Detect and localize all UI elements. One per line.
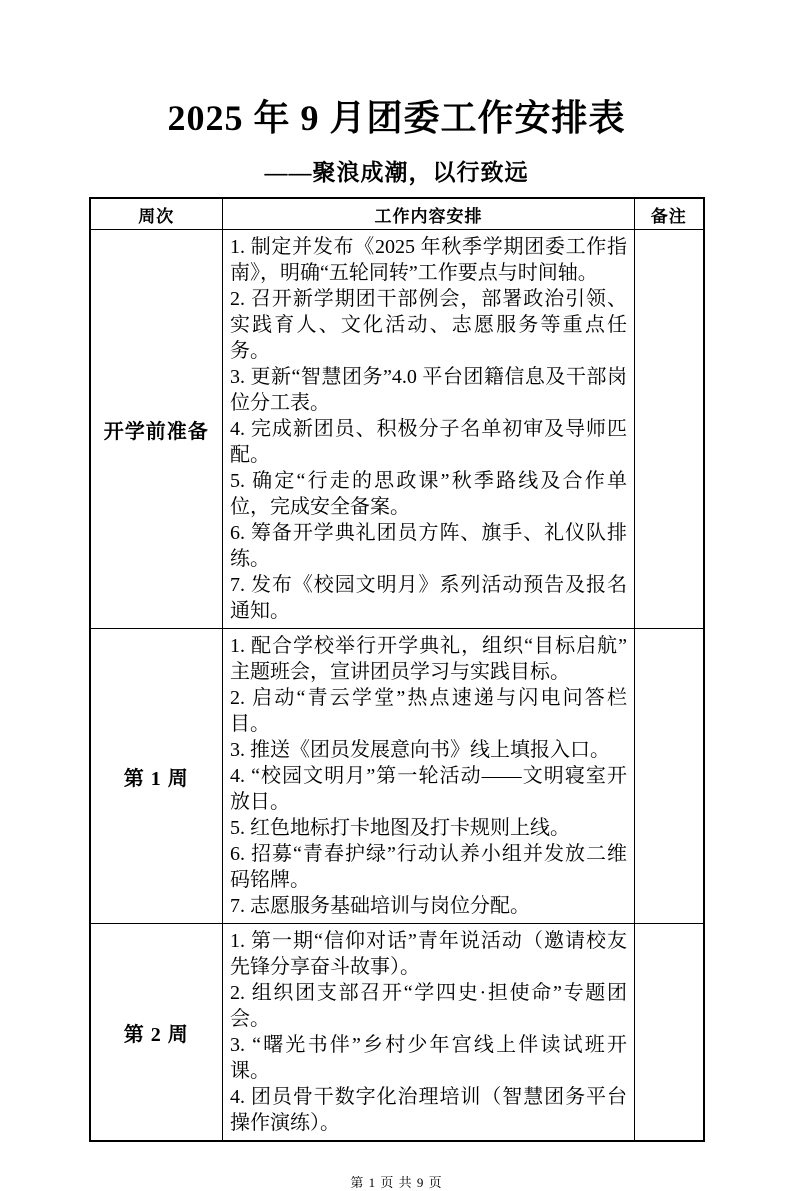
task-item: 1. 配合学校举行开学典礼，组织“目标启航”主题班会，宣讲团员学习与实践目标。 <box>230 635 627 683</box>
tasks-cell <box>223 629 635 924</box>
table-row <box>90 629 704 924</box>
week-label: 第 1 周 <box>90 629 223 924</box>
document-title: 2025 年 9 月团委工作安排表 <box>167 98 626 138</box>
task-item: 5. 确定“行走的思政课”秋季路线及合作单位，完成安全备案。 <box>230 470 627 518</box>
schedule-table <box>89 197 705 1142</box>
document-subtitle: ——聚浪成潮，以行致远 <box>264 160 529 185</box>
task-item: 2. 召开新学期团干部例会，部署政治引领、实践育人、文化活动、志愿服务等重点任务。 <box>230 288 627 362</box>
task-item: 2. 启动“青云学堂”热点速递与闪电问答栏目。 <box>230 687 627 735</box>
column-header-note: 备注 <box>635 198 704 230</box>
column-header-week: 周次 <box>90 198 223 230</box>
column-header-content: 工作内容安排 <box>223 198 635 230</box>
task-item: 6. 筹备开学典礼团员方阵、旗手、礼仪队排练。 <box>230 522 627 570</box>
task-item: 7. 志愿服务基础培训与岗位分配。 <box>230 895 530 917</box>
tasks-cell <box>223 230 635 629</box>
page-footer: 第 1 页 共 9 页 <box>350 1175 443 1190</box>
task-item: 6. 招募“青春护绿”行动认养小组并发放二维码铭牌。 <box>230 843 627 891</box>
task-item: 2. 组织团支部召开“学四史·担使命”专题团会。 <box>230 982 627 1030</box>
note-cell <box>635 230 704 629</box>
task-item: 4. “校园文明月”第一轮活动——文明寝室开放日。 <box>230 765 627 813</box>
task-item: 3. “曙光书伴”乡村少年宫线上伴读试班开课。 <box>230 1034 627 1082</box>
task-item: 1. 制定并发布《2025 年秋季学期团委工作指南》，明确“五轮同转”工作要点与时间轴。 <box>230 236 627 284</box>
tasks-cell <box>223 924 635 1142</box>
task-item: 3. 推送《团员发展意向书》线上填报入口。 <box>230 739 610 761</box>
table-body <box>90 230 704 1142</box>
week-label: 开学前准备 <box>90 230 223 629</box>
header-row <box>90 198 704 230</box>
task-item: 7. 发布《校园文明月》系列活动预告及报名通知。 <box>230 574 627 622</box>
note-cell <box>635 629 704 924</box>
task-item: 4. 团员骨干数字化治理培训（智慧团务平台操作演练）。 <box>230 1086 627 1134</box>
task-item: 4. 完成新团员、积极分子名单初审及导师匹配。 <box>230 418 627 466</box>
table-row <box>90 924 704 1142</box>
task-item: 5. 红色地标打卡地图及打卡规则上线。 <box>230 817 570 839</box>
week-label: 第 2 周 <box>90 924 223 1142</box>
table-row <box>90 230 704 629</box>
note-cell <box>635 924 704 1142</box>
task-item: 3. 更新“智慧团务”4.0 平台团籍信息及干部岗位分工表。 <box>230 366 627 414</box>
task-item: 1. 第一期“信仰对话”青年说活动（邀请校友先锋分享奋斗故事）。 <box>230 930 627 978</box>
